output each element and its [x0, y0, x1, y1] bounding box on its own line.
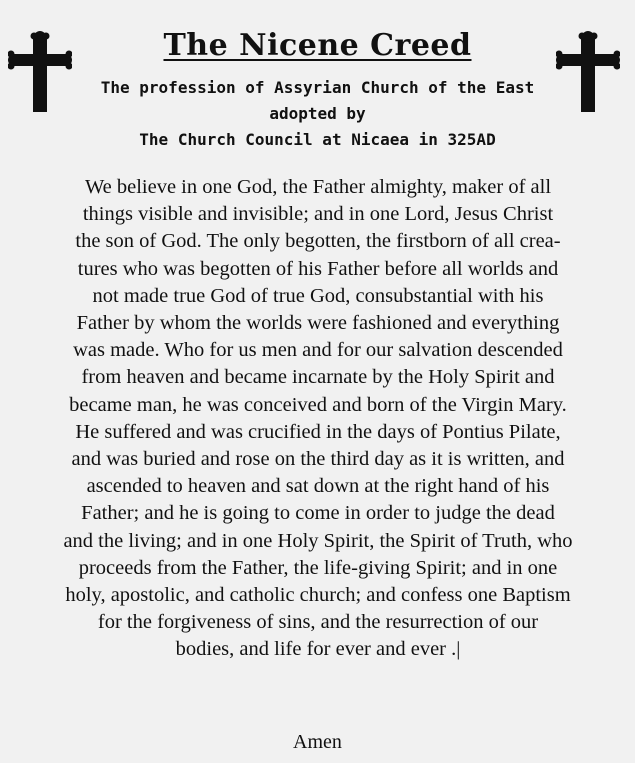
- creed-line: holy, apostolic, and catholic church; and confess one Baptism: [65, 584, 571, 607]
- subtitle-adopted-by: adopted by: [269, 104, 366, 123]
- creed-line: for the forgiveness of sins, and the resurrection of our: [97, 611, 539, 634]
- creed-line: proceeds from the Father, the life-giving Spirit; and in one: [78, 556, 558, 579]
- page-title-text: The Nicene Creed: [163, 28, 472, 63]
- creed-line: Father by whom the worlds were fashioned and everything: [76, 312, 560, 335]
- creed-line: We believe in one God, the Father almighty, maker of all: [84, 176, 552, 198]
- creed-line: and the living; and in one Holy Spirit, the Spirit of Truth, who: [63, 529, 573, 552]
- creed-line: the son of God. The only begotten, the firstborn of all crea-: [75, 230, 561, 253]
- page-title: [0, 26, 635, 66]
- creed-line: He suffered and was crucified in the days of Pontius Pilate,: [75, 420, 561, 443]
- creed-text: [18, 174, 618, 664]
- closing-amen: Amen: [293, 731, 342, 753]
- creed-line: ascended to heaven and sat down at the right hand of his: [86, 475, 550, 498]
- creed-line: was made. Who for us men and for our salvation descended: [73, 339, 563, 362]
- creed-line: Father; and he is going to come in order to judge the dead: [81, 502, 555, 525]
- subtitle-profession: The profession of Assyrian Church of the East: [100, 78, 535, 97]
- creed-line: became man, he was conceived and born of the Virgin Mary.: [69, 393, 567, 416]
- creed-line: things visible and invisible; and in one Lord, Jesus Christ: [82, 203, 554, 226]
- creed-line: bodies, and life for ever and ever .|: [175, 638, 461, 661]
- subtitle-council: The Church Council at Nicaea in 325AD: [139, 130, 496, 149]
- creed-line: and was buried and rose on the third day as it is written, and: [71, 448, 565, 471]
- creed-line: not made true God of true God, consubstantial with his: [92, 284, 544, 307]
- creed-line: tures who was begotten of his Father before all worlds and: [77, 257, 559, 280]
- creed-line: from heaven and became incarnate by the Holy Spirit and: [81, 366, 555, 389]
